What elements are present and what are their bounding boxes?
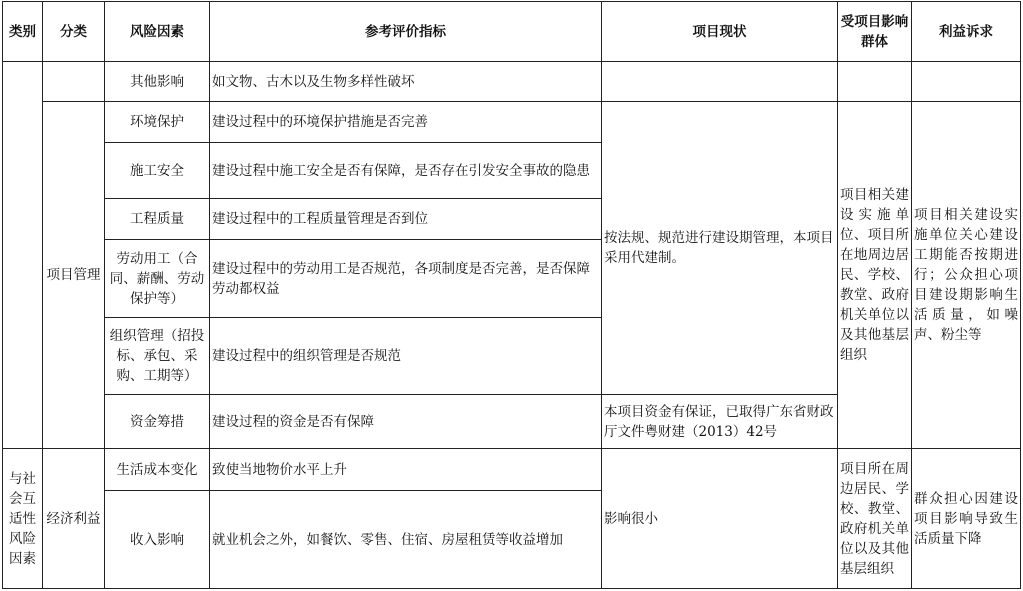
risk-factor-cell: 组织管理（招投标、承包、采购、工期等）	[105, 318, 210, 395]
affected-cell: 项目相关建设实施单位、项目所在地周边居民、学校、教堂、政府机关单位以及其他基层组织	[838, 102, 912, 449]
indicator-cell: 就业机会之外，如餐饮、零售、住宿、房屋租赁等收益增加	[210, 491, 602, 589]
risk-factor-cell: 资金筹措	[105, 395, 210, 449]
indicator-cell: 建设过程的资金是否有保障	[210, 395, 602, 449]
interest-cell: 群众担心因建设项目影响导致生活质量下降	[912, 449, 1021, 589]
header-indicator: 参考评价指标	[210, 2, 602, 62]
interest-cell-empty	[912, 62, 1021, 102]
category-cell: 与社会互适性风险因素	[3, 449, 43, 589]
status-cell: 影响很小	[602, 449, 838, 589]
header-interest: 利益诉求	[912, 2, 1021, 62]
risk-factor-cell: 施工安全	[105, 143, 210, 199]
risk-factor-cell: 劳动用工（合同、薪酬、劳动保护等）	[105, 240, 210, 318]
indicator-cell: 建设过程中的组织管理是否规范	[210, 318, 602, 395]
risk-table	[2, 1, 1021, 589]
indicator-cell: 建设过程中的劳动用工是否规范，各项制度是否完善，是否保障劳动都权益	[210, 240, 602, 318]
indicator-cell: 致使当地物价水平上升	[210, 449, 602, 491]
indicator-cell: 建设过程中的工程质量管理是否到位	[210, 199, 602, 240]
status-cell-empty	[602, 62, 838, 102]
table-row	[3, 102, 1021, 143]
table-row	[3, 62, 1021, 102]
category-cell-empty	[3, 62, 43, 449]
risk-factor-cell: 其他影响	[105, 62, 210, 102]
classification-cell-empty	[43, 62, 105, 102]
risk-factor-cell: 工程质量	[105, 199, 210, 240]
classification-cell: 经济利益	[43, 449, 105, 589]
header-risk-factor: 风险因素	[105, 2, 210, 62]
indicator-cell: 建设过程中施工安全是否有保障，是否存在引发安全事故的隐患	[210, 143, 602, 199]
header-status: 项目现状	[602, 2, 838, 62]
header-classification: 分类	[43, 2, 105, 62]
header-row	[3, 2, 1021, 62]
indicator-cell: 建设过程中的环境保护措施是否完善	[210, 102, 602, 143]
risk-factor-cell: 生活成本变化	[105, 449, 210, 491]
risk-factor-cell: 环境保护	[105, 102, 210, 143]
status-cell: 按法规、规范进行建设期管理，本项目采用代建制。	[602, 102, 838, 395]
status-cell: 本项目资金有保证，已取得广东省财政厅文件粤财建（2013）42号	[602, 395, 838, 449]
interest-cell: 项目相关建设实施单位关心建设工期能否按期进行；公众担心项目建设期影响生活质量，如噪声、粉尘等	[912, 102, 1021, 449]
indicator-cell: 如文物、古木以及生物多样性破坏	[210, 62, 602, 102]
header-category: 类别	[3, 2, 43, 62]
classification-cell: 项目管理	[43, 102, 105, 449]
risk-factor-cell: 收入影响	[105, 491, 210, 589]
table-row	[3, 449, 1021, 491]
header-affected: 受项目影响群体	[838, 2, 912, 62]
affected-cell-empty	[838, 62, 912, 102]
affected-cell: 项目所在周边居民、学校、教堂、政府机关单位以及其他基层组织	[838, 449, 912, 589]
